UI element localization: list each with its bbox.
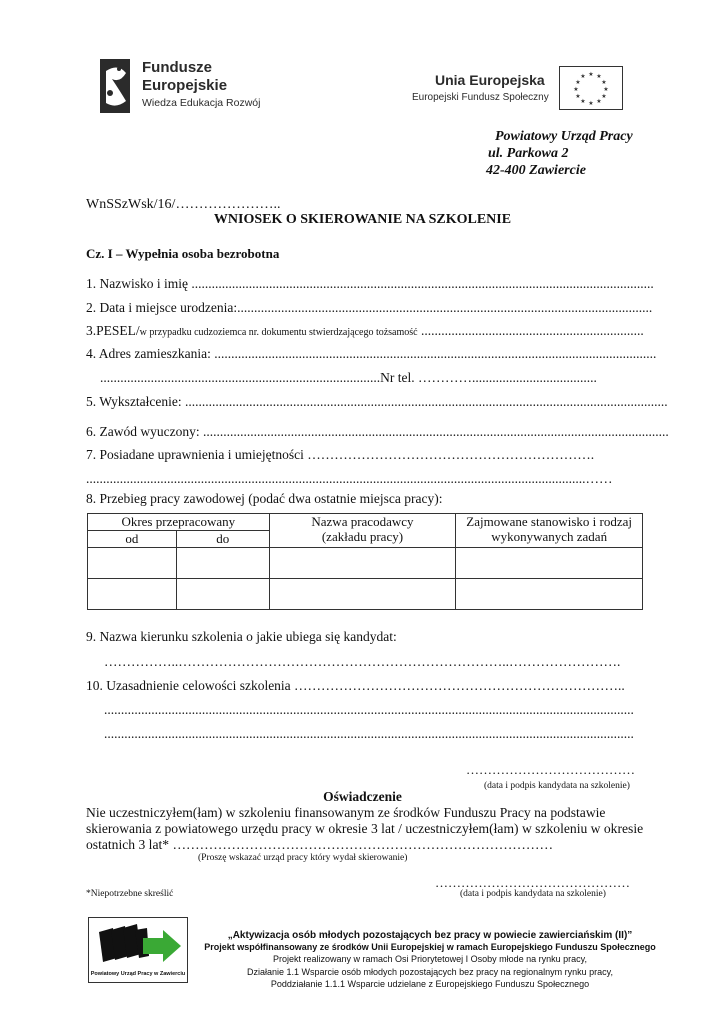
table-cell[interactable] [456, 548, 643, 579]
field-skills[interactable]: 7. Posiadane uprawnienia i umiejętności ………………………………………………………. [86, 447, 595, 462]
table-cell[interactable] [88, 548, 177, 579]
statement-line3[interactable]: ostatnich 3 lat* ………………………………………………………………………… [86, 837, 554, 852]
table-cell[interactable] [456, 579, 643, 610]
table-cell[interactable] [176, 579, 269, 610]
field-birth[interactable]: 2. Data i miejsce urodzenia:........................................................................................................................... [86, 300, 653, 315]
svg-text:★: ★ [580, 73, 586, 80]
footnote: *Niepotrzebne skreślić [86, 889, 174, 899]
table-cell[interactable] [269, 548, 456, 579]
table-cell[interactable] [88, 579, 177, 610]
svg-text:★: ★ [575, 79, 581, 86]
justification-line3[interactable]: ............................................................................................................................................................. [104, 726, 634, 741]
svg-text:★: ★ [596, 73, 602, 80]
signature-caption-1: (data i podpis kandydata na szkolenie) [484, 781, 630, 791]
signature-dots-2[interactable]: ……………………………………… [435, 875, 630, 890]
svg-text:★: ★ [580, 98, 586, 105]
pup-logo-caption: Powiatowy Urząd Pracy w Zawierciu [90, 971, 186, 977]
table-row [88, 579, 643, 610]
table-cell[interactable] [269, 579, 456, 610]
field-skills-continued[interactable]: ....................................................................................................................................................…… [86, 471, 613, 486]
address-line2: ul. Parkowa 2 [488, 146, 569, 161]
justification-line2[interactable]: ............................................................................................................................................................. [104, 702, 634, 717]
justification-field[interactable]: 10. Uzasadnienie celowości szkolenia ……………………………………………………………….. [86, 678, 625, 693]
fe-logo-line2: Europejskie [142, 77, 228, 94]
svg-text:★: ★ [601, 79, 607, 86]
field-address-phone[interactable]: ...................................................................................Nr tel. …………..................................... [100, 370, 597, 385]
svg-text:★: ★ [588, 71, 594, 78]
field-name[interactable]: 1. Nazwisko i imię ......................................................................................................................................... [86, 276, 654, 291]
svg-text:★: ★ [596, 98, 602, 105]
field-pesel[interactable] [86, 323, 644, 339]
footer-line4: Działanie 1.1 Wsparcie osób młodych pozostających bez pracy na regionalnym rynku pracy, [246, 967, 613, 977]
table-cell[interactable] [176, 548, 269, 579]
document-title: WNIOSEK O SKIEROWANIE NA SZKOLENIE [213, 212, 512, 227]
pup-zawiercie-logo [88, 917, 188, 983]
work-history-table [87, 513, 643, 610]
statement-hint: (Proszę wskazać urząd pracy który wydał skierowanie) [198, 853, 408, 863]
address-line3: 42-400 Zawiercie [486, 163, 586, 178]
employer-header: Nazwa pracodawcy (zakładu pracy) [269, 514, 456, 548]
recipient-address [470, 128, 633, 179]
signature-dots-1[interactable]: ………………………………… [466, 762, 635, 777]
position-header: Zajmowane stanowisko i rodzaj wykonywanych zadań [456, 514, 643, 548]
reference-number: WnSSzWsk/16/………………….. [86, 197, 281, 212]
footer-project-title: „Aktywizacja osób młodych pozostających bez pracy w powiecie zawierciańskim (II)” [227, 930, 633, 941]
fe-logo-line1: Fundusze [142, 59, 212, 76]
eu-logo [405, 66, 623, 112]
period-header: Okres przepracowany [88, 514, 270, 531]
field-education[interactable]: 5. Wykształcenie: ............................................................................................................................................... [86, 394, 668, 409]
work-history-label: 8. Przebieg pracy zawodowej (podać dwa ostatnie miejsca pracy): [86, 491, 443, 506]
from-header: od [88, 531, 177, 548]
svg-text:★: ★ [588, 100, 594, 107]
svg-text:★: ★ [573, 86, 579, 93]
table-row [88, 548, 643, 579]
footer-line5: Poddziałanie 1.1.1 Wsparcie udzielane z Europejskiego Funduszu Społecznego [270, 979, 590, 989]
training-question: 9. Nazwa kierunku szkolenia o jakie ubiega się kandydat: [86, 629, 397, 644]
field-address[interactable]: 4. Adres zamieszkania: ................................................................................................................................... [86, 346, 657, 361]
fe-emblem-icon [98, 57, 132, 115]
eu-flag-icon [559, 66, 623, 110]
eu-logo-line1: Unia Europejska [435, 72, 545, 88]
fundusze-europejskie-logo [98, 57, 268, 117]
eu-logo-line2: Europejski Fundusz Społeczny [412, 92, 549, 103]
pesel-dots: .................................................................. [417, 323, 644, 338]
svg-text:★: ★ [601, 93, 607, 100]
training-field[interactable]: ……………..………………………………………………………………..……………………. [104, 654, 621, 669]
section-heading: Cz. I – Wypełnia osoba bezrobotna [86, 246, 280, 261]
statement-line1: Nie uczestniczyłem(łam) w szkoleniu finansowanym ze środków Funduszu Pracy na podstawie [86, 805, 606, 820]
statement-line2: skierowania z powiatowego urzędu pracy w okresie 3 lat / uczestniczyłem(łam) w szkoleniu w okresie [86, 821, 644, 836]
signature-caption-2: (data i podpis kandydata na szkolenie) [460, 889, 606, 899]
field-profession[interactable]: 6. Zawód wyuczony: .......................................................................................................................................... [86, 424, 669, 439]
statement-heading: Oświadczenie [323, 789, 402, 804]
svg-text:★: ★ [575, 93, 581, 100]
fe-logo-line3: Wiedza Edukacja Rozwój [142, 97, 261, 109]
footer-line3: Projekt realizowany w ramach Osi Priorytetowej I Osoby młode na rynku pracy, [273, 954, 587, 964]
address-line1: Powiatowy Urząd Pracy [495, 129, 633, 144]
pesel-label: 3.PESEL/ [86, 323, 140, 338]
svg-text:★: ★ [603, 86, 609, 93]
pesel-note: w przypadku cudzoziemca nr. dokumentu stwierdzającego tożsamość [139, 327, 418, 338]
to-header: do [176, 531, 269, 548]
documents-arrow-icon [93, 922, 183, 968]
footer-cofinance: Projekt współfinansowany ze środków Unii Europejskiej w ramach Europejskiego Funduszu Społecznego [204, 942, 656, 952]
